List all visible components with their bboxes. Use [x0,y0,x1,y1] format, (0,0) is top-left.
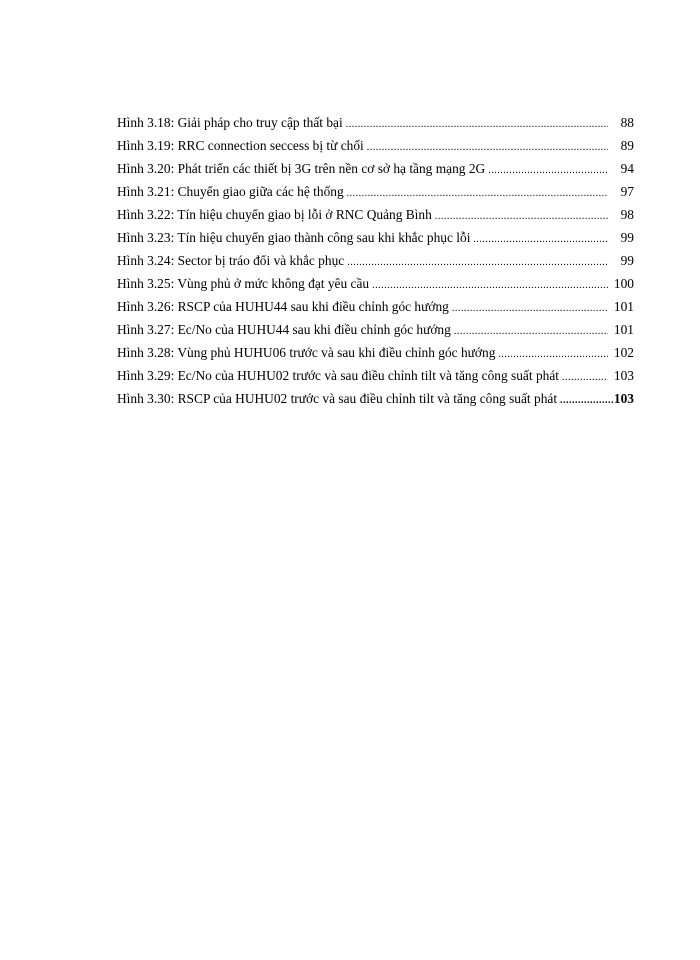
toc-entry-label: Hình 3.28: Vùng phủ HUHU06 trước và sau khi điều chỉnh góc hướng [117,345,496,360]
toc-leader-dots [454,320,608,343]
toc-entry-label: Hình 3.22: Tín hiệu chuyển giao bị lỗi ở RNC Quảng Bình [117,207,432,222]
toc-entry-label: Hình 3.25: Vùng phủ ở mức không đạt yêu cầu [117,276,370,291]
toc-leader-dots [435,205,608,228]
toc-entry-page: 100 [613,276,634,291]
toc-entry[interactable] [117,295,634,318]
toc-entry-label: Hình 3.27: Ec/No của HUHU44 sau khi điều chỉnh góc hướng [117,322,451,337]
toc-entry-page: 101 [613,322,634,337]
toc-entry-page: 101 [613,299,634,314]
toc-entry-page: 102 [613,345,634,360]
toc-entry-page: 98 [620,207,634,222]
toc-entry[interactable] [117,387,634,410]
toc-entry[interactable] [117,226,634,249]
toc-entry[interactable] [117,341,634,364]
toc-entry-page: 103 [613,391,634,406]
toc-entry[interactable] [117,203,634,226]
toc-entry-label: Hình 3.21: Chuyển giao giữa các hệ thống [117,184,344,199]
toc-entry-label: Hình 3.24: Sector bị tráo đổi và khắc phục [117,253,345,268]
toc-entry[interactable] [117,180,634,203]
toc-entry-page: 99 [620,253,634,268]
toc-entry-label: Hình 3.18: Giải pháp cho truy cập thất bại [117,115,343,130]
toc-entry[interactable] [117,157,634,180]
toc-entry[interactable] [117,249,634,272]
toc-entry[interactable] [117,318,634,341]
toc-leader-dots [488,159,608,182]
toc-leader-dots [372,274,608,297]
toc-entry[interactable] [117,134,634,157]
toc-leader-dots [473,228,608,251]
toc-leader-dots [346,113,608,136]
toc-entry-page: 97 [620,184,634,199]
toc-leader-dots [498,343,608,366]
toc-leader-dots [347,182,608,205]
toc-entry-label: Hình 3.19: RRC connection seccess bị từ chối [117,138,364,153]
toc-leader-dots [367,136,608,159]
toc-entry-page: 88 [620,115,634,130]
table-of-figures [117,111,634,410]
toc-entry[interactable] [117,364,634,387]
toc-leader-dots [562,366,608,389]
toc-entry-label: Hình 3.23: Tín hiệu chuyển giao thành công sau khi khắc phục lỗi [117,230,471,245]
toc-entry-label: Hình 3.30: RSCP của HUHU02 trước và sau điều chỉnh tilt và tăng công suất phát [117,391,558,406]
toc-entry[interactable] [117,111,634,134]
toc-entry-label: Hình 3.26: RSCP của HUHU44 sau khi điều chỉnh góc hướng [117,299,449,314]
toc-entry-label: Hình 3.29: Ec/No của HUHU02 trước và sau điều chỉnh tilt và tăng công suất phát [117,368,559,383]
toc-entry-page: 99 [620,230,634,245]
toc-entry-page: 89 [620,138,634,153]
toc-entry[interactable] [117,272,634,295]
toc-entry-label: Hình 3.20: Phát triển các thiết bị 3G trên nền cơ sở hạ tầng mạng 2G [117,161,486,176]
toc-leader-dots [452,297,608,320]
toc-entry-page: 94 [620,161,634,176]
toc-entry-page: 103 [613,368,634,383]
toc-leader-dots [560,389,614,412]
toc-leader-dots [347,251,608,274]
